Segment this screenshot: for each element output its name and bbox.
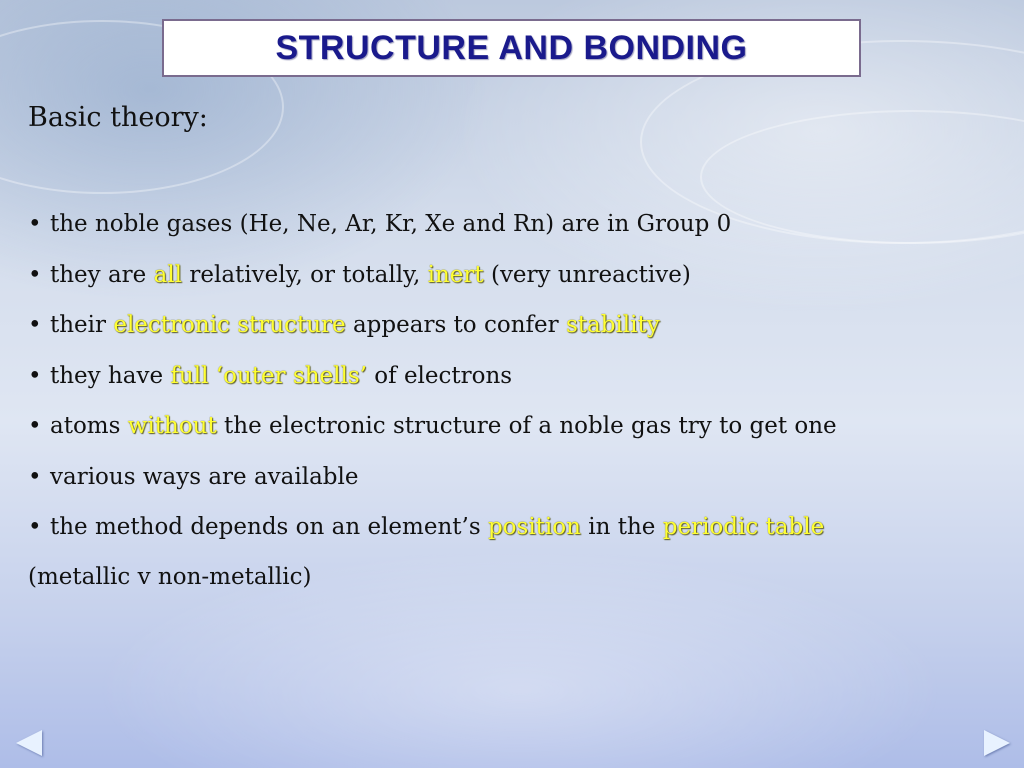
highlighted-term: electronic structure (113, 312, 346, 338)
bullet-item (28, 305, 988, 356)
slide-subtitle: Basic theory: (28, 102, 208, 133)
bullet-text: the electronic structure of a noble gas try to get one (216, 413, 837, 439)
previous-slide-icon[interactable] (16, 730, 42, 756)
bullet-text: atoms (50, 413, 128, 439)
bullet-marker: • (28, 312, 42, 338)
bullet-item (28, 204, 988, 255)
bullet-text: they are (50, 261, 154, 288)
bullet-text: the method depends on an element’s (50, 514, 488, 540)
bullet-item (28, 255, 988, 306)
highlighted-term: periodic table (662, 514, 825, 540)
highlighted-term: position (487, 514, 581, 540)
bullet-item (28, 406, 988, 457)
slide-title: STRUCTURE AND BONDING (275, 28, 748, 67)
highlighted-term: stability (565, 312, 660, 338)
highlighted-term: without (127, 413, 217, 439)
bullet-marker: • (28, 261, 42, 288)
bullet-continuation: (metallic v non-metallic) (28, 564, 312, 590)
bullet-text: the noble gases (He, Ne, Ar, Kr, Xe and Rn) are in Group 0 (50, 211, 732, 237)
slide-title-box (162, 19, 861, 77)
bullet-list (28, 204, 988, 558)
highlighted-term: full ‘outer shells’ (170, 362, 367, 389)
bullet-marker: • (28, 211, 42, 237)
bullet-text: they have (50, 362, 171, 389)
bullet-marker: • (28, 362, 42, 389)
bullet-item (28, 356, 988, 407)
bullet-text: in the (580, 514, 663, 540)
bullet-item (28, 507, 988, 558)
bullet-marker: • (28, 514, 42, 540)
bullet-text: relatively, or totally, (182, 261, 428, 288)
highlighted-term: inert (427, 261, 484, 288)
bullet-text: appears to confer (345, 312, 566, 338)
bullet-text: various ways are available (50, 463, 359, 490)
next-slide-icon[interactable] (984, 730, 1010, 756)
bullet-text: (very unreactive) (483, 261, 691, 288)
bullet-text: their (50, 312, 114, 338)
bullet-text: of electrons (366, 362, 513, 389)
bullet-marker: • (28, 413, 42, 439)
highlighted-term: all (153, 261, 183, 288)
bullet-item (28, 457, 988, 508)
bullet-marker: • (28, 463, 42, 490)
